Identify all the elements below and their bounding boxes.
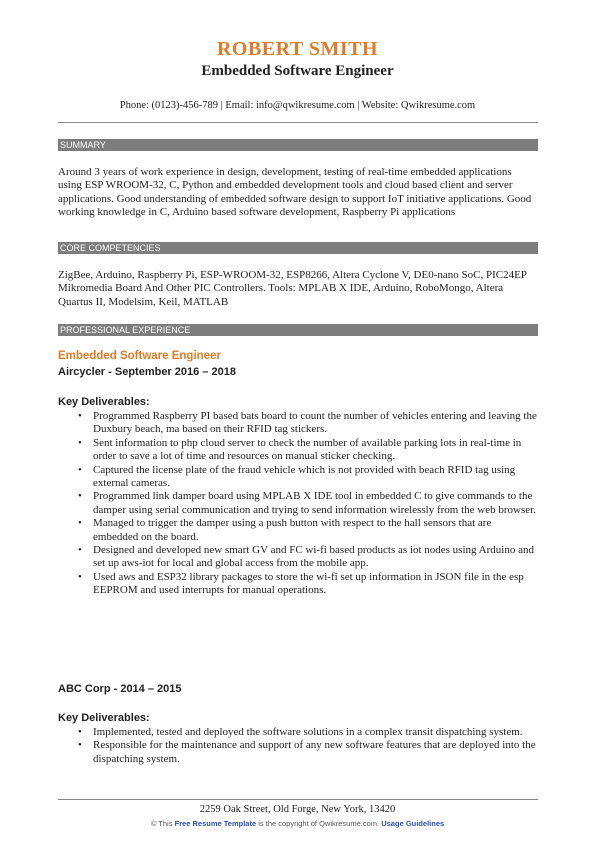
list-item: • Responsible for the maintenance and support of any new software features that are deployed into the dispatching system. [58, 739, 538, 766]
key-deliverables-label: Key Deliverables: [58, 396, 150, 408]
list-item: • Programmed Raspberry PI based bats board to count the number of vehicles entering and leaving the Duxbury beach, ma based on their RFID tag stickers. [58, 410, 538, 437]
contact-line: Phone: (0123)-456-789 | Email: info@qwikresume.com | Website: Qwikresume.com [119, 100, 476, 111]
list-item: • Programmed link damper board using MPLAB X IDE tool in embedded C to give commands to the damper using serial communication and trying to send information wirelessly from the web browser. [58, 490, 538, 517]
copyright-line [0, 819, 595, 828]
list-item: • Implemented, tested and deployed the software solutions in a complex transit dispatching system. [58, 726, 538, 739]
job-title: Embedded Software Engineer [58, 350, 221, 362]
list-item: • Managed to trigger the damper using a push button with respect to the hall sensors that are embedded on the board. [58, 517, 538, 544]
list-item: • Sent information to php cloud server to check the number of available parking lots in real-time in order to save a lot of time and resources on manual sticker checking. [58, 437, 538, 464]
competencies-heading: CORE COMPETENCIES [58, 242, 538, 254]
summary-heading: SUMMARY [58, 139, 538, 151]
copyright-prefix: © This [150, 819, 173, 828]
usage-guidelines-link[interactable]: Usage Guidelines [381, 819, 445, 828]
list-item: • Designed and developed new smart GV and FC wi-fi based products as iot nodes using Arduino and set up aws-iot for local and global access from the mobile app. [58, 544, 538, 571]
candidate-role: Embedded Software Engineer [201, 63, 394, 79]
job-company: ABC Corp - 2014 – 2015 [58, 683, 182, 695]
list-item: • Captured the license plate of the fraud vehicle which is not provided with beach RFID tag using external cameras. [58, 464, 538, 491]
free-resume-template-link[interactable]: Free Resume Template [174, 819, 257, 828]
copyright-text: is the copyright of Qwikresume.com. [258, 819, 380, 828]
candidate-name: ROBERT SMITH [216, 38, 379, 60]
header-divider [58, 122, 538, 123]
deliverables-list [58, 726, 538, 766]
competencies-text: ZigBee, Arduino, Raspberry Pi, ESP-WROOM-32, ESP8266, Altera Cyclone V, DE0-nano SoC, PIC24EP Mikromedia Board And Other PIC Controllers. Tools: MPLAB X IDE, Arduino, RoboMongo, Altera Quartus II, Modelsim, Keil, MATLAB [58, 269, 527, 308]
key-deliverables-label: Key Deliverables: [58, 712, 150, 724]
list-item: • Used aws and ESP32 library packages to store the wi-fi set up information in JSON file in the esp EEPROM and used interrupts for manual operations. [58, 571, 538, 598]
experience-heading: PROFESSIONAL EXPERIENCE [58, 324, 538, 336]
footer-divider [58, 799, 538, 800]
job-company: Aircycler - September 2016 – 2018 [58, 366, 236, 378]
deliverables-list [58, 410, 538, 598]
address-line: 2259 Oak Street, Old Forge, New York, 13420 [199, 804, 396, 815]
summary-text: Around 3 years of work experience in design, development, testing of real-time embedded applications using ESP WROOM-32, C, Python and embedded development tools and cloud based client and server applications. Good understanding of embedded software design to support IoT initiative applications. Good working knowledge in C, Arduino based software development, Raspberry Pi applications [58, 166, 532, 219]
